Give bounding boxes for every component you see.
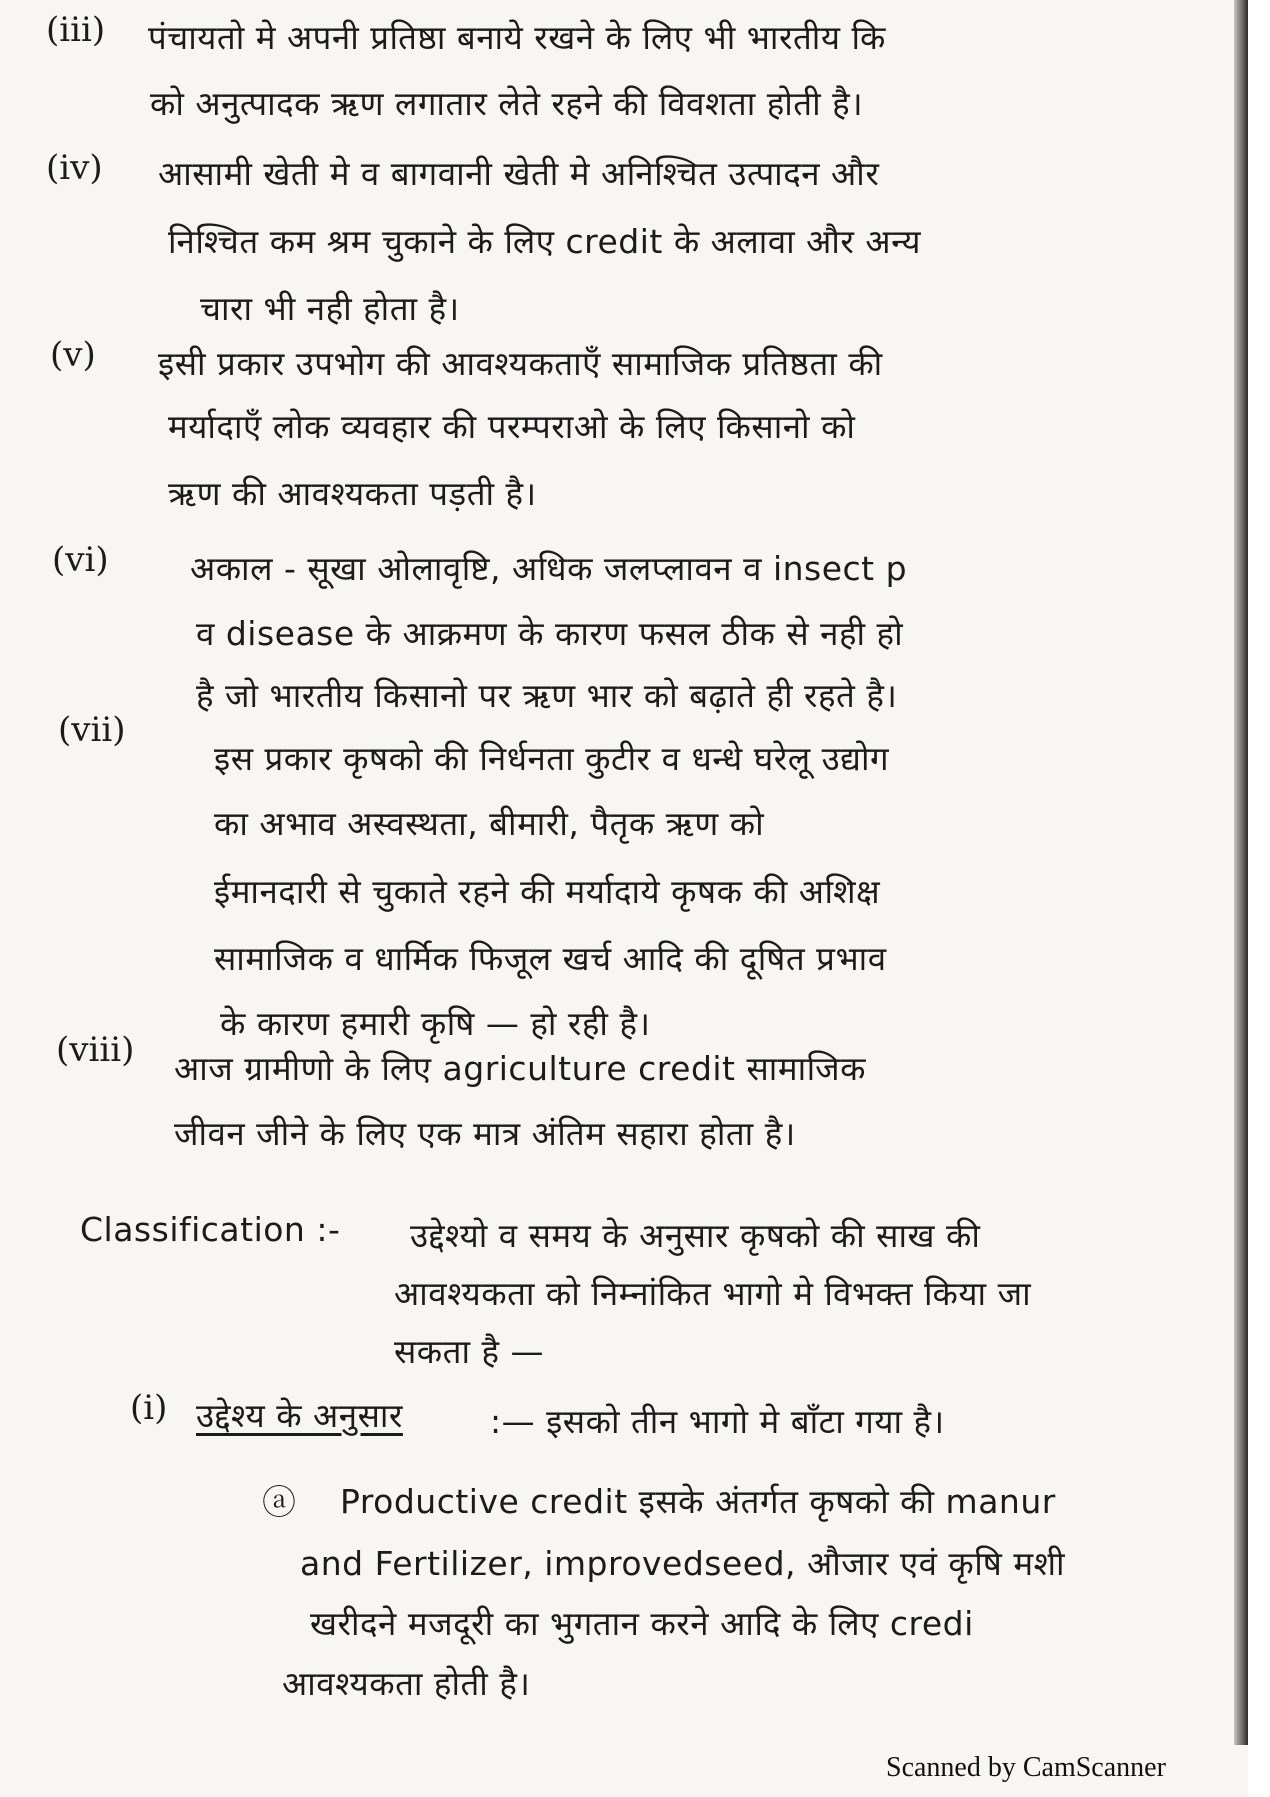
text-line: ऋण की आवश्यकता पड़ती है। <box>168 474 537 513</box>
text-line: Productive credit इसके अंतर्गत कृषको की manur <box>340 1482 1056 1521</box>
productive-marker-icon: ⓐ <box>262 1483 296 1523</box>
scanner-watermark: Scanned by CamScanner <box>886 1752 1166 1783</box>
item-number: (v) <box>50 335 96 375</box>
text-line: का अभाव अस्वस्थता, बीमारी, पैतृक ऋण को <box>214 804 765 843</box>
text-line: है जो भारतीय किसानो पर ऋण भार को बढ़ाते ही रहते है। <box>196 676 898 715</box>
text-line: आज ग्रामीणो के लिए agriculture credit सामाजिक <box>174 1049 866 1088</box>
text-line: चारा भी नही होता है। <box>200 289 460 328</box>
classification-heading: Classification :- <box>80 1210 341 1249</box>
text-line: आवश्यकता को निम्नांकित भागो मे विभक्त किया जा <box>394 1274 1032 1313</box>
item-number: (vi) <box>52 540 109 580</box>
text-line: सकता है — <box>394 1332 545 1371</box>
text-line: के कारण हमारी कृषि — हो रही है। <box>220 1004 651 1043</box>
text-line: and Fertilizer, improvedseed, औजार एवं कृषि मशी <box>300 1544 1066 1583</box>
item-number: (viii) <box>56 1030 135 1070</box>
page-edge-shadow <box>1236 0 1248 1745</box>
text-line: खरीदने मजदूरी का भुगतान करने आदि के लिए credi <box>310 1604 974 1643</box>
item-number: (iii) <box>46 10 106 50</box>
text-line: सामाजिक व धार्मिक फिजूल खर्च आदि की दूषित प्रभाव <box>214 939 887 978</box>
text-line: आसामी खेती मे व बागवानी खेती मे अनिश्चित उत्पादन और <box>158 154 880 193</box>
text-line: निश्चित कम श्रम चुकाने के लिए credit के अलावा और अन्य <box>168 222 922 261</box>
text-line: इस प्रकार कृषको की निर्धनता कुटीर व धन्धे घरेलू उद्योग <box>214 739 890 778</box>
text-line: :— इसको तीन भागो मे बाँटा गया है। <box>490 1402 945 1441</box>
sub-number: (i) <box>130 1388 168 1428</box>
text-line: व disease के आक्रमण के कारण फसल ठीक से नही हो <box>196 614 904 653</box>
text-line: इसी प्रकार उपभोग की आवश्यकताएँ सामाजिक प्रतिष्ठता की <box>158 344 883 383</box>
text-line: मर्यादाएँ लोक व्यवहार की परम्पराओ के लिए किसानो को <box>168 407 856 446</box>
text-line: अकाल - सूखा ओलावृष्टि, अधिक जलप्लावन व insect p <box>190 549 908 588</box>
text-line: ईमानदारी से चुकाते रहने की मर्यादाये कृषक की अशिक्ष <box>214 872 881 911</box>
text-line: को अनुत्पादक ऋण लगातार लेते रहने की विवशता होती है। <box>150 84 864 123</box>
item-number: (iv) <box>46 148 103 188</box>
text-line: आवश्यकता होती है। <box>282 1664 531 1703</box>
text-line: उद्देश्यो व समय के अनुसार कृषको की साख की <box>410 1216 981 1255</box>
text-line: पंचायतो मे अपनी प्रतिष्ठा बनाये रखने के लिए भी भारतीय कि <box>148 18 886 57</box>
text-line: जीवन जीने के लिए एक मात्र अंतिम सहारा होता है। <box>174 1114 796 1153</box>
item-number: (vii) <box>58 710 126 750</box>
sub-heading: उद्देश्य के अनुसार <box>196 1396 403 1435</box>
